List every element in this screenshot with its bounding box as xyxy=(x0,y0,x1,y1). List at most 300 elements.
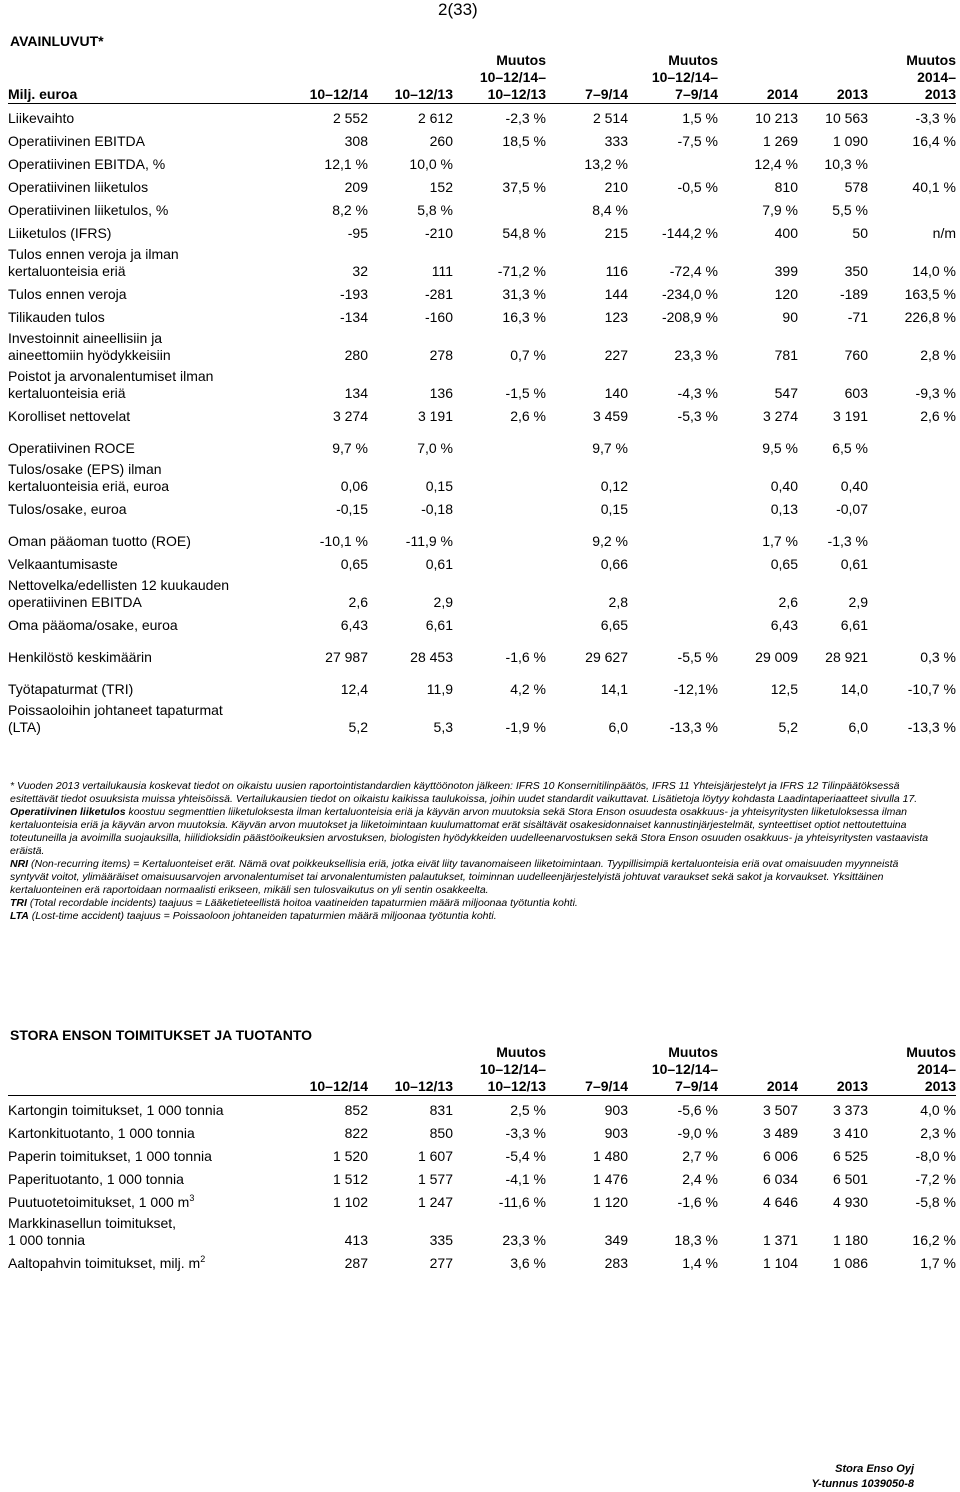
table-cell: 2,6 xyxy=(778,594,798,610)
page-number: 2(33) xyxy=(438,0,478,19)
table-cell: -234,0 % xyxy=(661,286,718,302)
column-header-mid xyxy=(798,69,868,86)
table-cell: 226,8 % xyxy=(904,309,956,325)
column-header xyxy=(453,52,546,104)
table-cell: 90 xyxy=(782,309,798,325)
table-row xyxy=(8,280,956,303)
table-cell: 140 xyxy=(604,385,628,401)
row-label xyxy=(8,457,288,495)
table-cell: 1 104 xyxy=(762,1255,798,1271)
table-cell: 215 xyxy=(604,225,628,241)
column-header-mid xyxy=(718,1061,798,1078)
footer xyxy=(811,1462,914,1492)
footnote xyxy=(10,897,930,910)
table-row xyxy=(8,326,956,364)
column-header-mid xyxy=(546,1061,628,1078)
table-cell: 5,2 xyxy=(348,719,368,735)
table-cell: 0,12 xyxy=(600,478,628,494)
table-cell: 0,40 xyxy=(770,478,798,494)
row-label xyxy=(8,326,288,364)
table-row xyxy=(8,527,956,550)
table-cell: 6,61 xyxy=(840,617,868,633)
table-cell xyxy=(868,573,956,611)
table-row xyxy=(8,104,956,128)
table-cell: 1 102 xyxy=(332,1194,368,1210)
table-cell: 0,61 xyxy=(840,556,868,572)
table-cell: 10,3 % xyxy=(824,156,868,172)
table-cell: 6,43 xyxy=(770,617,798,633)
row-label-text: Markkinasellun toimitukset, 1 000 tonnia xyxy=(8,1215,177,1248)
table-cell xyxy=(628,150,718,173)
table-cell: 136 xyxy=(429,385,453,401)
spacer-cell xyxy=(8,425,956,434)
spacer-row xyxy=(8,634,956,643)
table-cell: 4 930 xyxy=(832,1194,868,1210)
column-header-mid: 10–12/14– xyxy=(651,1061,718,1077)
spacer-row xyxy=(8,425,956,434)
row-label xyxy=(8,527,288,550)
column-header xyxy=(798,1044,868,1096)
table-cell: 120 xyxy=(774,286,798,302)
table-cell xyxy=(628,527,718,550)
table-cell xyxy=(868,611,956,634)
row-label xyxy=(8,127,288,150)
row-label-text: Paperituotanto, 1 000 tonnia xyxy=(8,1171,184,1187)
table-row xyxy=(8,1142,956,1165)
table-cell: 3 274 xyxy=(332,408,368,424)
table-cell: 6,0 xyxy=(848,719,868,735)
column-header-bottom: 7–9/14 xyxy=(675,1078,718,1094)
column-header-top: Muutos xyxy=(906,52,956,68)
table-cell xyxy=(453,611,546,634)
table-cell: 0,7 % xyxy=(510,347,546,363)
footnote-text: (Total recordable incidents) taajuus = Lääketieteellistä hoitoa vaatineiden tapaturmien määrä miljoonaa työtuntia kohti. xyxy=(26,897,578,909)
column-header-top xyxy=(546,1044,628,1061)
table-cell: -144,2 % xyxy=(661,225,718,241)
table-cell: 260 xyxy=(429,133,453,149)
table-cell: 280 xyxy=(344,347,368,363)
table-cell: 1 120 xyxy=(592,1194,628,1210)
column-header-top xyxy=(718,52,798,69)
row-label xyxy=(8,495,288,518)
table-cell: 349 xyxy=(604,1232,628,1248)
row-label-text: Operatiivinen EBITDA, % xyxy=(8,156,166,172)
table-cell: -1,9 % xyxy=(505,719,546,735)
table-cell: 335 xyxy=(429,1232,453,1248)
table-cell: 1 180 xyxy=(832,1232,868,1248)
column-header xyxy=(718,1044,798,1096)
column-header xyxy=(546,52,628,104)
table-cell: -2,3 % xyxy=(453,104,546,128)
column-header-bottom: 10–12/13 xyxy=(394,86,453,102)
table-cell: -1,6 % xyxy=(505,649,546,665)
table-cell: 3 191 xyxy=(417,408,453,424)
table-cell: 399 xyxy=(774,263,798,279)
table-cell xyxy=(453,196,546,219)
table-cell: -72,4 % xyxy=(669,263,718,279)
table-cell xyxy=(868,527,956,550)
table-cell: 1 520 xyxy=(332,1148,368,1164)
column-header-mid: 10–12/14– xyxy=(479,69,546,85)
column-header-mid: 10–12/14– xyxy=(651,69,718,85)
table-cell: 28 453 xyxy=(410,649,453,665)
column-header-mid xyxy=(288,69,368,86)
table-cell: -9,3 % xyxy=(915,385,956,401)
column-header-top xyxy=(546,52,628,69)
table-cell: 23,3 % xyxy=(502,1232,546,1248)
table-row xyxy=(8,675,956,698)
column-header-top: Muutos xyxy=(668,1044,718,1060)
row-label xyxy=(8,643,288,666)
column-header-bottom: 10–12/14 xyxy=(309,1078,368,1094)
table-cell: 0,06 xyxy=(340,478,368,494)
deliveries-table xyxy=(8,1044,956,1272)
column-header-bottom: 10–12/13 xyxy=(487,1078,546,1094)
column-header xyxy=(288,52,368,104)
table-cell: -11,6 % xyxy=(498,1194,546,1210)
row-label-text: Investoinnit aineellisiin ja aineettomiin hyödykkeisiin xyxy=(8,330,171,363)
table-cell: 209 xyxy=(344,179,368,195)
table-cell xyxy=(628,457,718,495)
table-cell: 8,4 % xyxy=(592,202,628,218)
row-label xyxy=(8,303,288,326)
table-cell: 1,4 % xyxy=(682,1255,718,1271)
table-cell xyxy=(868,196,956,219)
table-cell: -134 xyxy=(339,309,368,325)
column-header-bottom: 7–9/14 xyxy=(585,86,628,102)
table-row xyxy=(8,150,956,173)
row-label-text: Oma pääoma/osake, euroa xyxy=(8,617,178,633)
table-row xyxy=(8,196,956,219)
table-row xyxy=(8,364,956,402)
row-label-text: Paperin toimitukset, 1 000 tonnia xyxy=(8,1148,212,1164)
table-cell: 2,6 % xyxy=(920,408,956,424)
footnote-term: Operatiivinen liiketulos xyxy=(10,806,126,818)
table-cell: 152 xyxy=(429,179,453,195)
table-cell xyxy=(868,550,956,573)
row-label-text: Operatiivinen liiketulos xyxy=(8,179,149,195)
table-row xyxy=(8,434,956,457)
table-cell: 6,65 xyxy=(600,617,628,633)
table-cell: 547 xyxy=(774,385,798,401)
table-row xyxy=(8,573,956,611)
table-cell: 2,9 xyxy=(433,594,453,610)
column-header-top: Muutos xyxy=(496,52,546,68)
table-cell: 852 xyxy=(344,1102,368,1118)
table-row xyxy=(8,1096,956,1120)
column-header-bottom: 10–12/13 xyxy=(487,86,546,102)
table-cell: 4,0 % xyxy=(920,1102,956,1118)
row-label-text: Operatiivinen ROCE xyxy=(8,440,135,456)
table-cell xyxy=(628,495,718,518)
table-cell: 6 501 xyxy=(832,1171,868,1187)
column-header-top xyxy=(718,1044,798,1061)
table-cell: 3 373 xyxy=(832,1102,868,1118)
column-header-mid xyxy=(718,69,798,86)
table-cell: -281 xyxy=(424,286,453,302)
row-label-text: Tulos/osake, euroa xyxy=(8,501,127,517)
table-cell: -9,0 % xyxy=(677,1125,718,1141)
table-cell: 29 627 xyxy=(585,649,628,665)
table-cell: 603 xyxy=(844,385,868,401)
footnote-text: koostuu segmenttien liiketuloksesta ilman kertaluonteisia eriä ja käyvän arvon muutoksia sekä Stora Enson osuudesta osakkuus- ja yhteisyritysten liiketuloksessa ilman kertaluonteisia eriä ja käyvän arvon muutoksia. Käyvän arvon muutokset ja liiketoimintaan kuulumattomat erät sisältävät osakesidonnaiset kannustinjärjestelmät, synteettiset optiot nettoutettuina toteutuneilla ja avoimilla suojauksilla, hiilidioksidin päästöoikeuksien arvostuksen, biologisten hyödykkeiden uudelleenarvostuksen sekä Stora Enson osuuden osakkuus- ja yhteisyritysten vastaavista eräistä. xyxy=(10,806,929,857)
footnote-text: (Non-recurring items) = Kertaluonteiset erät. Nämä ovat poikkeuksellisia eriä, jotka eivät liity tavanomaiseen liiketoimintaan. Tyypillisimpiä kertaluonteisia eriä ovat omaisuuden myynneistä syntyvät voitot, ylimääräiset omaisuusarvojen arvonalentumiset tai arvonalentumisten palautukset, toiminnan uudelleenjärjestelyistä johtuvat varaukset sekä sakot ja korvaukset. Yksittäinen kertaluonteinen erä raportoidaan normaalisti erikseen, mikäli sen tulosvaikutus on yli sentin osakkeelta. xyxy=(10,858,899,896)
row-label xyxy=(8,1211,288,1249)
column-header-top xyxy=(798,52,868,69)
table-cell: -7,2 % xyxy=(915,1171,956,1187)
unit-label xyxy=(8,1044,288,1096)
table-cell: 0,65 xyxy=(770,556,798,572)
table-cell: 0,66 xyxy=(600,556,628,572)
table-cell: -5,3 % xyxy=(677,408,718,424)
table-cell: 2,3 % xyxy=(920,1125,956,1141)
column-header xyxy=(718,52,798,104)
table-cell: 13,2 % xyxy=(584,156,628,172)
table-cell: -13,3 % xyxy=(669,719,718,735)
table-cell: 3 459 xyxy=(592,408,628,424)
table-cell xyxy=(453,150,546,173)
row-label-text: Poistot ja arvonalentumiset ilman kertaluonteisia eriä xyxy=(8,368,214,401)
row-label-text: Liiketulos (IFRS) xyxy=(8,225,112,241)
row-label-text: Aaltopahvin toimitukset, milj. m xyxy=(8,1255,201,1271)
table-cell: 0,15 xyxy=(600,501,628,517)
table-cell: -0,07 xyxy=(836,501,868,517)
column-header-bottom: 2013 xyxy=(924,86,956,102)
row-label-text: Tulos/osake (EPS) ilman kertaluonteisia eriä, euroa xyxy=(8,461,170,494)
row-label xyxy=(8,1119,288,1142)
row-label-text: Puutuotetoimitukset, 1 000 m xyxy=(8,1194,190,1210)
footnote xyxy=(10,858,930,897)
table-cell: -5,8 % xyxy=(915,1194,956,1210)
table-cell: 2,6 % xyxy=(510,408,546,424)
table-row xyxy=(8,127,956,150)
table-cell xyxy=(628,550,718,573)
table-cell: 3 410 xyxy=(832,1125,868,1141)
table-cell: 810 xyxy=(774,179,798,195)
table-cell: 2 514 xyxy=(546,104,628,128)
table-row xyxy=(8,550,956,573)
table-cell: -193 xyxy=(339,286,368,302)
table-cell: 1 090 xyxy=(832,133,868,149)
column-header xyxy=(868,1044,956,1096)
column-header-bottom: 7–9/14 xyxy=(585,1078,628,1094)
table-cell: 333 xyxy=(604,133,628,149)
table-cell: 3 507 xyxy=(762,1102,798,1118)
table-cell: 0,61 xyxy=(425,556,453,572)
table-cell: 28 921 xyxy=(825,649,868,665)
row-label-text: Kartonkituotanto, 1 000 tonnia xyxy=(8,1125,195,1141)
table-cell: -5,6 % xyxy=(677,1102,718,1118)
row-label xyxy=(8,1188,288,1211)
table-cell: 903 xyxy=(604,1125,628,1141)
table-cell xyxy=(628,611,718,634)
table-cell xyxy=(868,457,956,495)
row-label-text: Liikevaihto xyxy=(8,110,75,126)
table-cell: 4 646 xyxy=(762,1194,798,1210)
table-cell: -71 xyxy=(847,309,868,325)
table-cell: 781 xyxy=(774,347,798,363)
column-header-top: Muutos xyxy=(906,1044,956,1060)
table-cell: 1,5 % xyxy=(628,104,718,128)
column-header-top: Muutos xyxy=(496,1044,546,1060)
table-row xyxy=(8,219,956,242)
table-cell: 14,0 xyxy=(840,681,868,697)
table-cell: 12,1 % xyxy=(324,156,368,172)
row-label xyxy=(8,573,288,611)
table-cell: 16,2 % xyxy=(912,1232,956,1248)
column-header xyxy=(628,1044,718,1096)
column-header xyxy=(546,1044,628,1096)
table-row xyxy=(8,1211,956,1249)
table-cell: 10,0 % xyxy=(409,156,453,172)
deliveries-title: STORA ENSON TOIMITUKSET JA TUOTANTO xyxy=(10,1027,313,1043)
row-label xyxy=(8,611,288,634)
table-cell: 40,1 % xyxy=(912,179,956,195)
footnote-text: * Vuoden 2013 vertailukausia koskevat tiedot on oikaistu uusien raportointistandardien käyttöönoton jälkeen: IFRS 10 Konsernitilinpäätös, IFRS 11 Yhteisjärjestelyt ja IFRS 12 Tilinpäätöksessä esitettävät tiedot osuuksista muissa yhteisöissä. Vertailukausien tiedot on oikaistu kaikissa taulukoissa, joihin uudet standardit vaikuttavat. Lisätietoja löytyy kohdasta Laadintaperiaatteet sivulla 17. xyxy=(10,780,918,805)
column-header-bottom: 2013 xyxy=(836,1078,868,1094)
table-cell: n/m xyxy=(932,225,956,241)
column-header-bottom: 10–12/14 xyxy=(309,86,368,102)
table-cell: 6,61 xyxy=(425,617,453,633)
table-cell xyxy=(453,457,546,495)
table-cell: -3,3 % xyxy=(868,104,956,128)
row-label xyxy=(8,196,288,219)
table-cell: 6 034 xyxy=(762,1171,798,1187)
table-cell: 1 512 xyxy=(332,1171,368,1187)
table-cell: 1 371 xyxy=(762,1232,798,1248)
table-cell: -160 xyxy=(424,309,453,325)
column-header xyxy=(798,52,868,104)
table-cell: -3,3 % xyxy=(505,1125,546,1141)
table-row xyxy=(8,698,956,736)
footnote xyxy=(10,806,930,858)
table-cell: 2,8 % xyxy=(920,347,956,363)
table-cell: -1,5 % xyxy=(505,385,546,401)
spacer-row xyxy=(8,518,956,527)
table-cell: 2,4 % xyxy=(682,1171,718,1187)
table-cell: 413 xyxy=(344,1232,368,1248)
table-cell: 6,43 xyxy=(340,617,368,633)
row-label-text: Operatiivinen EBITDA xyxy=(8,133,145,149)
column-header xyxy=(368,1044,453,1096)
table-cell: 7,0 % xyxy=(417,440,453,456)
table-cell xyxy=(453,550,546,573)
table-cell: 7,9 % xyxy=(762,202,798,218)
footnote-term: TRI xyxy=(10,897,27,909)
table-row xyxy=(8,1119,956,1142)
table-cell: 37,5 % xyxy=(502,179,546,195)
table-cell: 6,5 % xyxy=(832,440,868,456)
table-cell: 163,5 % xyxy=(904,286,956,302)
footer-business-id: Y-tunnus 1039050-8 xyxy=(811,1478,914,1490)
table-cell: 14,0 % xyxy=(912,263,956,279)
table-row xyxy=(8,643,956,666)
column-header xyxy=(453,1044,546,1096)
table-cell: 287 xyxy=(344,1255,368,1271)
row-label-text: Operatiivinen liiketulos, % xyxy=(8,202,169,218)
table-cell: -5,4 % xyxy=(505,1148,546,1164)
column-header-bottom: 10–12/13 xyxy=(394,1078,453,1094)
row-label-text: Nettovelka/edellisten 12 kuukauden operatiivinen EBITDA xyxy=(8,577,230,610)
table-cell: 29 009 xyxy=(755,649,798,665)
row-label-text: Oman pääoman tuotto (ROE) xyxy=(8,533,191,549)
row-label xyxy=(8,219,288,242)
column-header-top xyxy=(798,1044,868,1061)
row-label xyxy=(8,1165,288,1188)
table-cell: -1,3 % xyxy=(827,533,868,549)
table-cell: 3 489 xyxy=(762,1125,798,1141)
table-cell: 227 xyxy=(604,347,628,363)
header-row xyxy=(8,52,956,104)
table-cell: -4,1 % xyxy=(505,1171,546,1187)
row-label xyxy=(8,173,288,196)
table-cell: -0,5 % xyxy=(677,179,718,195)
table-cell: 1,7 % xyxy=(920,1255,956,1271)
table-row xyxy=(8,611,956,634)
table-cell: -71,2 % xyxy=(497,263,546,279)
table-cell: -4,3 % xyxy=(677,385,718,401)
column-header-top: Muutos xyxy=(668,52,718,68)
column-header-top xyxy=(368,52,453,69)
table-row xyxy=(8,173,956,196)
footnotes xyxy=(10,780,930,923)
table-cell: -7,5 % xyxy=(677,133,718,149)
unit-label: Milj. euroa xyxy=(8,52,288,104)
spacer-cell xyxy=(8,518,956,527)
table-cell: 111 xyxy=(431,263,453,279)
table-cell: 0,13 xyxy=(770,501,798,517)
table-cell: 18,3 % xyxy=(674,1232,718,1248)
table-cell: 1 607 xyxy=(417,1148,453,1164)
column-header-mid: 2014– xyxy=(917,69,956,85)
table-cell: -8,0 % xyxy=(915,1148,956,1164)
table-cell: 278 xyxy=(429,347,453,363)
row-label xyxy=(8,1249,288,1272)
table-cell: 144 xyxy=(604,286,628,302)
table-cell: 116 xyxy=(605,263,628,279)
table-cell: -1,6 % xyxy=(677,1194,718,1210)
row-label xyxy=(8,550,288,573)
column-header-top xyxy=(368,1044,453,1061)
column-header-bottom: 2013 xyxy=(924,1078,956,1094)
table-cell: 5,8 % xyxy=(417,202,453,218)
table-cell: 10 563 xyxy=(798,104,868,128)
row-label-text: Kartongin toimitukset, 1 000 tonnia xyxy=(8,1102,224,1118)
row-label xyxy=(8,675,288,698)
column-header-bottom: 7–9/14 xyxy=(675,86,718,102)
table-cell: -10,7 % xyxy=(907,681,956,697)
table-cell: 1 577 xyxy=(417,1171,453,1187)
row-label-text: Tulos ennen veroja xyxy=(8,286,127,302)
column-header-top xyxy=(288,52,368,69)
table-cell: -208,9 % xyxy=(661,309,718,325)
table-cell: -5,5 % xyxy=(677,649,718,665)
table-cell: 10 213 xyxy=(718,104,798,128)
table-cell: 760 xyxy=(844,347,868,363)
key-figures-table xyxy=(8,52,956,736)
table-cell: 0,40 xyxy=(840,478,868,494)
table-cell: 831 xyxy=(429,1102,453,1118)
row-label xyxy=(8,242,288,280)
table-cell: 12,4 xyxy=(340,681,368,697)
spacer-cell xyxy=(8,666,956,675)
column-header-mid xyxy=(546,69,628,86)
table-cell: 8,2 % xyxy=(332,202,368,218)
row-label xyxy=(8,402,288,425)
row-label-text: Henkilöstö keskimäärin xyxy=(8,649,152,665)
table-cell: 903 xyxy=(604,1102,628,1118)
table-cell: 2,9 xyxy=(848,594,868,610)
